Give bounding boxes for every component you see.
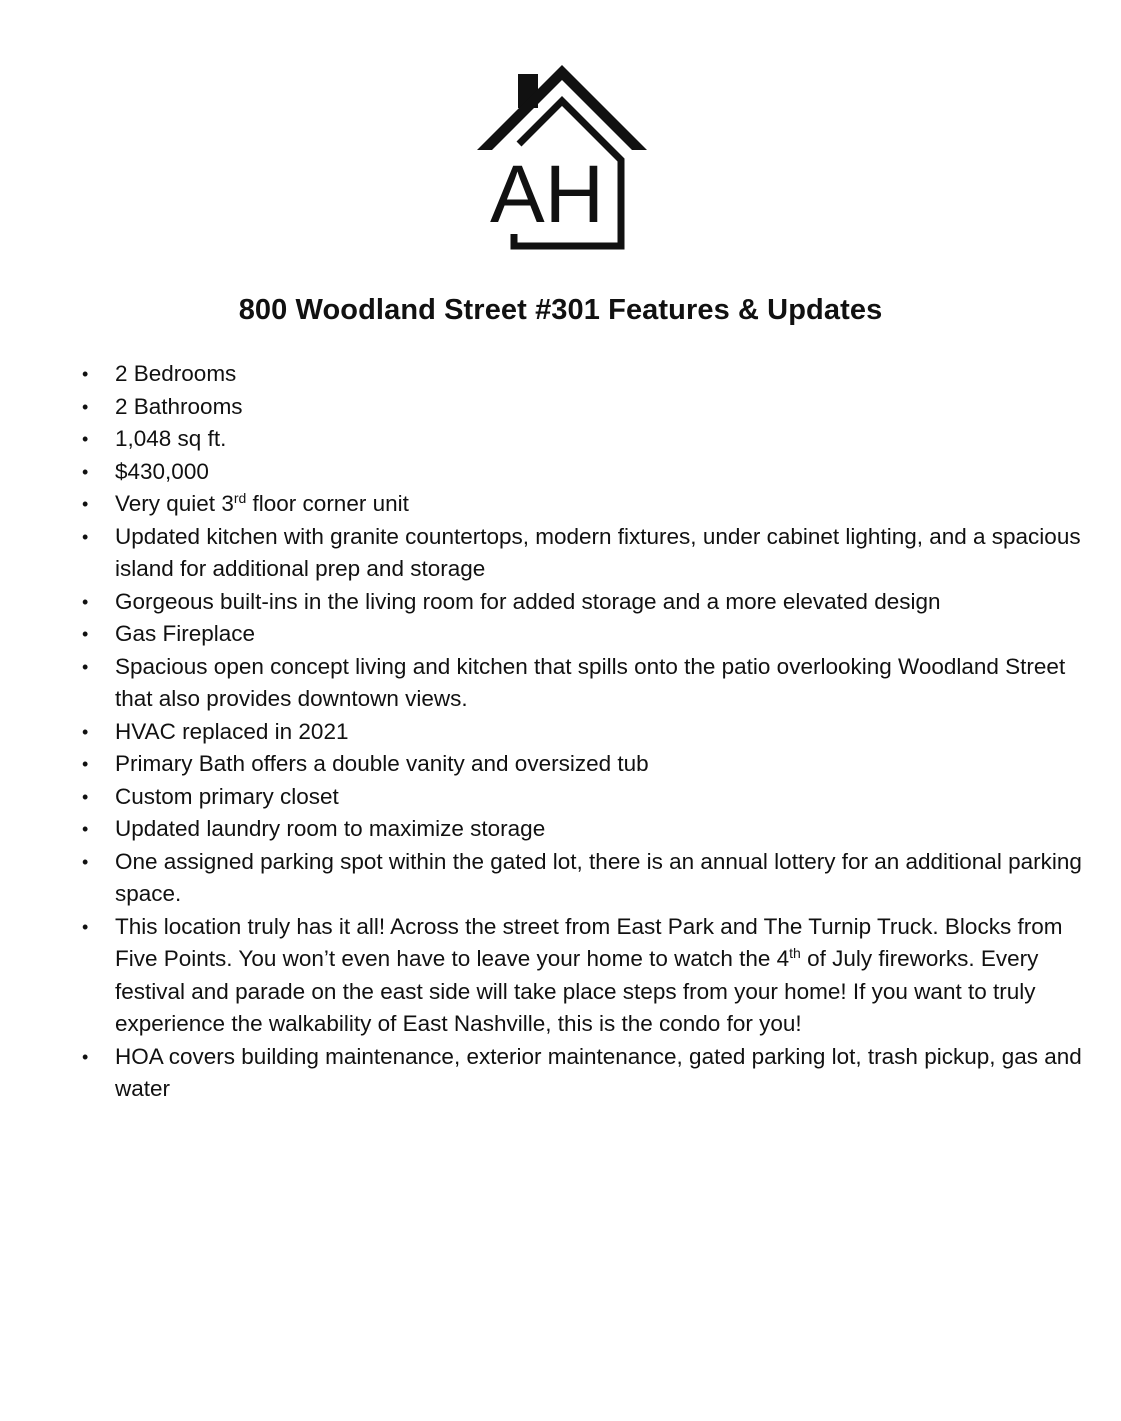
feature-text: One assigned parking spot within the gated lot, there is an annual lottery for an additional parking space.: [115, 848, 1082, 906]
feature-text: $430,000: [115, 458, 209, 484]
feature-item: [82, 716, 1085, 749]
feature-text: Updated laundry room to maximize storage: [115, 816, 546, 841]
page-title: 800 Woodland Street #301 Features & Updates: [238, 294, 883, 326]
feature-item: [82, 391, 1085, 424]
logo-letters: AH: [490, 149, 604, 240]
feature-item: [82, 911, 1085, 1041]
feature-item: [82, 813, 1085, 846]
bullet-icon: •: [82, 624, 89, 644]
bullet-icon: •: [82, 1046, 89, 1067]
feature-text: Custom primary closet: [115, 783, 339, 809]
feature-text: This location truly has it all! Across the street from East Park and The Turnip Truck. Blocks from Five Points. You won’t even have to leave your home to watch the 4: [115, 913, 1063, 971]
feature-item: [82, 456, 1085, 489]
feature-item: [82, 423, 1085, 456]
feature-text: Gas Fireplace: [115, 621, 256, 646]
bullet-icon: •: [82, 364, 89, 384]
feature-superscript: th: [789, 945, 801, 961]
feature-text: 1,048 sq ft.: [115, 426, 227, 451]
feature-text: HOA covers building maintenance, exterior maintenance, gated parking lot, trash pickup, gas and water: [115, 1043, 1082, 1101]
feature-item: [82, 781, 1085, 814]
feature-item: [82, 846, 1085, 911]
feature-item: [82, 488, 1085, 521]
bullet-icon: •: [82, 526, 89, 547]
feature-text: Gorgeous built-ins in the living room for added storage and a more elevated design: [115, 588, 941, 614]
feature-text: 2 Bedrooms: [115, 361, 237, 386]
bullet-icon: •: [82, 656, 89, 677]
bullet-icon: •: [82, 916, 89, 937]
bullet-icon: •: [82, 786, 89, 807]
feature-text: Spacious open concept living and kitchen that spills onto the patio overlooking Woodland Street that also provides downtown views.: [115, 653, 1066, 711]
feature-item: [82, 748, 1085, 781]
feature-item: [82, 586, 1085, 619]
bullet-icon: •: [82, 494, 89, 514]
feature-text-continued: of July fireworks. Every festival and parade on the east side will take place steps from your home! If you want to truly experience the walkability of East Nashville, this is the condo for you!: [115, 946, 1039, 1036]
feature-text-continued: floor corner unit: [246, 491, 409, 516]
feature-item: [82, 358, 1085, 391]
bullet-icon: •: [82, 819, 89, 839]
bullet-icon: •: [82, 396, 89, 417]
feature-text: Updated kitchen with granite countertops, modern fixtures, under cabinet lighting, and a spacious island for additional prep and storage: [115, 523, 1081, 581]
feature-item: [82, 618, 1085, 651]
bullet-icon: •: [82, 591, 89, 612]
feature-text: Primary Bath offers a double vanity and oversized tub: [115, 751, 649, 776]
bullet-icon: •: [82, 429, 89, 449]
feature-item: [82, 1041, 1085, 1106]
bullet-icon: •: [82, 461, 89, 482]
feature-text: HVAC replaced in 2021: [115, 718, 349, 744]
house-logo-icon: [474, 62, 652, 252]
feature-superscript: rd: [233, 490, 247, 506]
feature-text: 2 Bathrooms: [115, 393, 243, 419]
features-list: [82, 358, 1085, 1106]
bullet-icon: •: [82, 754, 89, 774]
bullet-icon: •: [82, 851, 89, 872]
feature-item: [82, 521, 1085, 586]
bullet-icon: •: [82, 721, 89, 742]
feature-item: [82, 651, 1085, 716]
feature-text: Very quiet 3: [115, 491, 234, 516]
